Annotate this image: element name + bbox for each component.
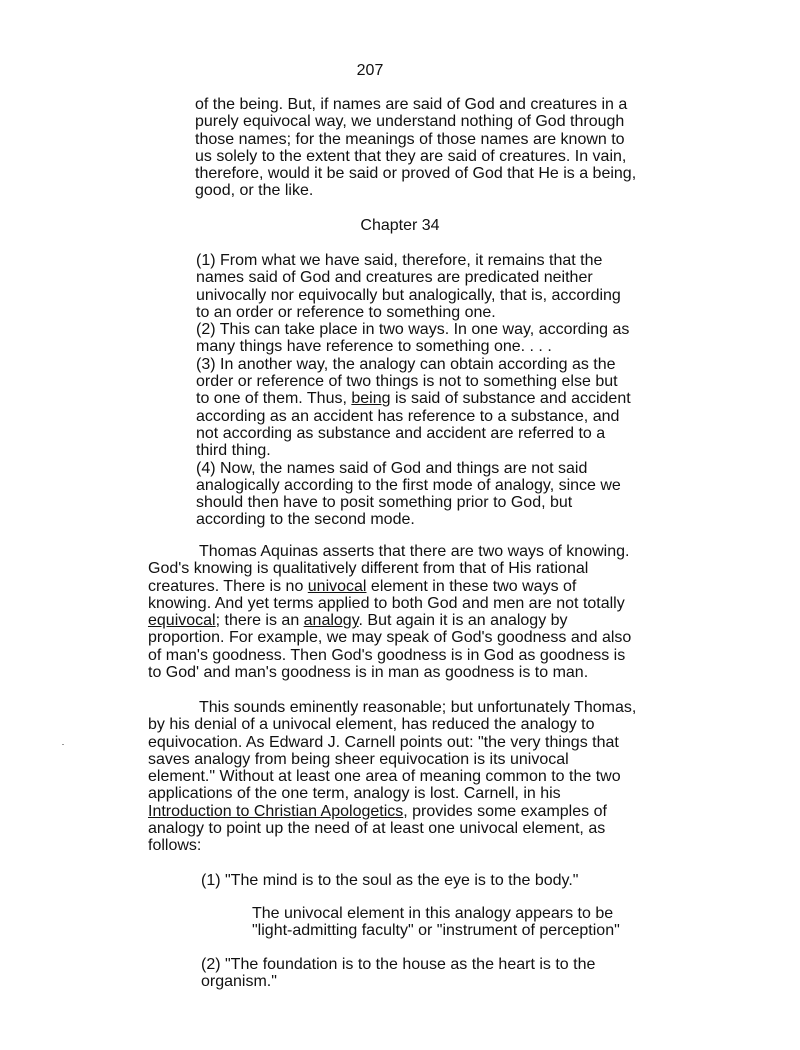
text-line: of man's goodness. Then God's goodness is in God as goodness is	[148, 646, 626, 664]
example-1	[201, 872, 578, 889]
underlined-term: analogy	[303, 612, 359, 630]
text-line: knowing. And yet terms applied to both God and men are not totally	[148, 594, 625, 612]
underlined-term: being	[351, 390, 391, 408]
text-segment: . But again it is an analogy by	[358, 612, 568, 630]
scan-speck	[62, 744, 64, 745]
text-line: (2) "The foundation is to the house as the heart is to the	[201, 956, 596, 973]
opening-paragraph	[195, 96, 636, 200]
text-line: applications of the one term, analogy is lost. Carnell, in his	[148, 785, 561, 803]
text-segment: is said of substance and accident	[390, 390, 631, 408]
text-line: should then have to posit something prior to God, but	[196, 494, 573, 512]
text-line	[148, 578, 631, 595]
text-line: God's knowing is qualitatively different from that of His rational	[148, 560, 589, 578]
text-line: not according as substance and accident are referred to a	[196, 424, 606, 442]
text-line: (1) "The mind is to the soul as the eye is to the body."	[201, 872, 579, 889]
text-segment: to one of them. Thus,	[196, 390, 352, 408]
paragraph-aquinas	[148, 543, 631, 681]
text-segment: element in these two ways of	[366, 577, 577, 595]
text-line: to an order or reference to something one.	[196, 303, 496, 321]
text-line: saves analogy from being sheer equivocation is its univocal	[148, 750, 569, 768]
text-line: according to the second mode.	[196, 511, 415, 529]
text-segment: , provides some examples of	[403, 802, 607, 820]
block-quotation	[196, 252, 631, 529]
underlined-term: equivocal	[148, 612, 216, 630]
text-line: (3) In another way, the analogy can obtain according as the	[196, 355, 616, 373]
underlined-term: univocal	[307, 577, 367, 595]
text-segment: ; there is an	[215, 612, 304, 630]
text-line: of the being. But, if names are said of God and creatures in a	[195, 96, 628, 113]
text-line: analogically according to the first mode of analogy, since we	[196, 476, 621, 494]
text-segment: This sounds eminently reasonable; but unfortunately Thomas,	[199, 699, 637, 716]
text-segment: creatures. There is no	[148, 577, 308, 595]
text-line: (4) Now, the names said of God and things are not said	[196, 459, 588, 477]
text-line: purely equivocal way, we understand nothing of God through	[195, 113, 625, 131]
book-title: Introduction to Christian Apologetics	[148, 802, 404, 820]
text-line: (2) This can take place in two ways. In one way, according as	[196, 321, 630, 339]
text-line: many things have reference to something one. . . .	[196, 338, 552, 356]
text-line: element." Without at least one area of meaning common to the two	[148, 768, 621, 786]
text-line: analogy to point up the need of at least one univocal element, as	[148, 820, 606, 838]
text-line	[148, 803, 636, 820]
text-line: organism."	[201, 973, 277, 991]
text-line: to God' and man's goodness is in man as goodness is to man.	[148, 664, 589, 682]
text-line: proportion. For example, we may speak of God's goodness and also	[148, 629, 632, 647]
text-line	[148, 612, 631, 629]
text-line: third thing.	[196, 442, 271, 460]
chapter-heading: Chapter 34	[360, 217, 440, 234]
example-1-note	[252, 905, 620, 940]
text-line: names said of God and creatures are predicated neither	[196, 269, 593, 287]
text-line: good, or the like.	[195, 182, 314, 200]
text-line: The univocal element in this analogy appears to be	[252, 905, 614, 922]
text-line	[196, 390, 631, 407]
text-line	[148, 699, 636, 716]
text-line	[148, 543, 631, 560]
paragraph-carnell	[148, 699, 636, 855]
text-line: according as an accident has reference to a substance, and	[196, 407, 620, 425]
text-line: univocally nor equivocally but analogically, that is, according	[196, 286, 621, 304]
text-line: follows:	[148, 837, 202, 855]
page-number: 207	[356, 62, 384, 79]
text-segment: Thomas Aquinas asserts that there are two ways of knowing.	[199, 543, 630, 560]
example-2	[201, 956, 595, 991]
text-line: (1) From what we have said, therefore, it remains that the	[196, 252, 603, 269]
text-line: those names; for the meanings of those names are known to	[195, 130, 625, 148]
text-line: therefore, would it be said or proved of God that He is a being,	[195, 165, 637, 183]
text-line: order or reference of two things is not to something else but	[196, 373, 618, 391]
text-line: equivocation. As Edward J. Carnell points out: "the very things that	[148, 733, 619, 751]
text-line: by his denial of a univocal element, has reduced the analogy to	[148, 716, 595, 734]
text-line: "light-admitting faculty" or "instrument of perception"	[252, 922, 620, 940]
text-line: us solely to the extent that they are said of creatures. In vain,	[195, 147, 627, 165]
